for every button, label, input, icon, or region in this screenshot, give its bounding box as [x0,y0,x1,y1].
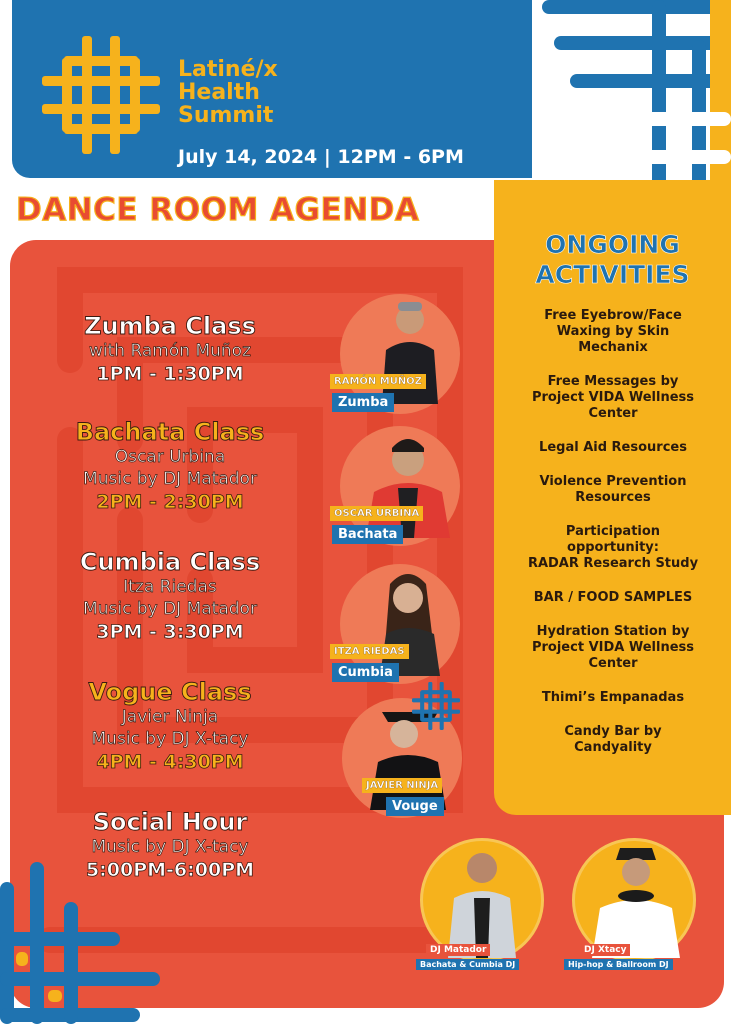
dj-name-label: DJ Xtacy [580,944,630,956]
instructor-style-label: Bachata [332,525,403,544]
activity-line: Participation [565,524,661,539]
activity-line: Resources [575,490,651,505]
class-detail: Javier Ninja [121,707,219,727]
corner-pattern-bottom-left [0,862,160,1024]
instructor-card-itza [330,564,470,694]
dj-role-label: Bachata & Cumbia DJ [416,959,519,970]
activity-item [502,524,724,572]
class-detail: Music by DJ X-tacy [91,729,249,749]
activity-line: BAR / FOOD SAMPLES [533,590,693,605]
class-detail: Music by DJ X-tacy [91,837,249,857]
class-name: Cumbia Class [79,548,261,576]
class-detail: Itza Riedas [123,577,217,597]
instructor-style-label: Zumba [332,393,394,412]
activity-line: Candyality [574,740,652,755]
activity-item [502,474,724,506]
instructor-name-label: ITZA RIEDAS [330,644,409,659]
instructor-style-label: Vouge [386,797,444,816]
class-time: 3PM - 3:30PM [96,621,244,643]
class-detail: Music by DJ Matador [83,469,257,489]
summit-logo-icon [42,36,160,154]
agenda-title: DANCE ROOM AGENDA [16,192,420,228]
title-line: Summit [178,103,274,128]
ongoing-title [494,230,731,290]
activity-line: Thimi’s Empanadas [541,690,685,705]
instructor-style-label: Cumbia [332,663,399,682]
activity-item [502,624,724,672]
activity-item [502,724,724,756]
class-name: Bachata Class [75,418,265,446]
activity-line: Free Messages by [547,374,679,389]
activity-line: Center [588,406,638,421]
activity-line: Hydration Station by [536,624,690,639]
activity-line: Violence Prevention [539,474,687,489]
activity-line: Project VIDA Wellness [531,640,695,655]
dj-card-xtacy [568,838,712,978]
summit-title [178,58,278,127]
class-detail: Music by DJ Matador [83,599,257,619]
instructor-name-label: OSCAR URBINA [330,506,423,521]
corner-pattern-top-right [532,0,731,210]
instructor-name-label: JAVIER NINJA [362,778,442,793]
activity-line: Mechanix [578,340,648,355]
instructor-card-oscar [330,426,470,556]
schedule-item-zumba [40,312,300,387]
schedule-item-bachata [40,418,300,515]
activity-item [502,308,724,356]
activity-line: Legal Aid Resources [539,440,687,455]
class-time: 1PM - 1:30PM [96,363,244,385]
class-detail: with Ramón Muñoz [88,341,251,361]
activity-line: RADAR Research Study [527,556,699,571]
dj-role-label: Hip-hop & Ballroom DJ [564,959,673,970]
event-date: July 14, 2024 | 12PM - 6PM [178,146,464,168]
class-time: 2PM - 2:30PM [96,491,244,513]
activity-line: Free Eyebrow/Face [544,308,682,323]
title-line: Health [178,80,260,105]
activity-line: Waxing by Skin [556,324,670,339]
summit-logo-small-icon [412,682,460,730]
activity-line: Project VIDA Wellness [531,390,695,405]
class-name: Zumba Class [84,312,256,340]
class-time: 4PM - 4:30PM [96,751,244,773]
class-name: Social Hour [92,808,248,836]
schedule-item-cumbia [40,548,300,645]
class-detail: Oscar Urbina [114,447,226,467]
instructor-card-ramon [330,294,470,424]
dj-name-label: DJ Matador [426,944,490,956]
dj-card-matador [420,838,560,978]
class-name: Vogue Class [88,678,252,706]
activity-line: Candy Bar by [564,724,662,739]
ongoing-activities-panel [494,180,731,815]
activity-item [502,590,724,606]
activity-line: Center [588,656,638,671]
class-time: 5:00PM-6:00PM [85,859,255,881]
schedule-item-vogue [40,678,300,775]
title-line: Latiné/x [178,57,278,82]
activity-item [502,374,724,422]
activity-line: opportunity: [567,540,659,555]
activity-item [502,690,724,706]
instructor-name-label: RAMÓN MUÑOZ [330,374,426,389]
activity-item [502,440,724,456]
ongoing-title-line: ACTIVITIES [535,260,690,289]
ongoing-title-line: ONGOING [545,230,680,259]
